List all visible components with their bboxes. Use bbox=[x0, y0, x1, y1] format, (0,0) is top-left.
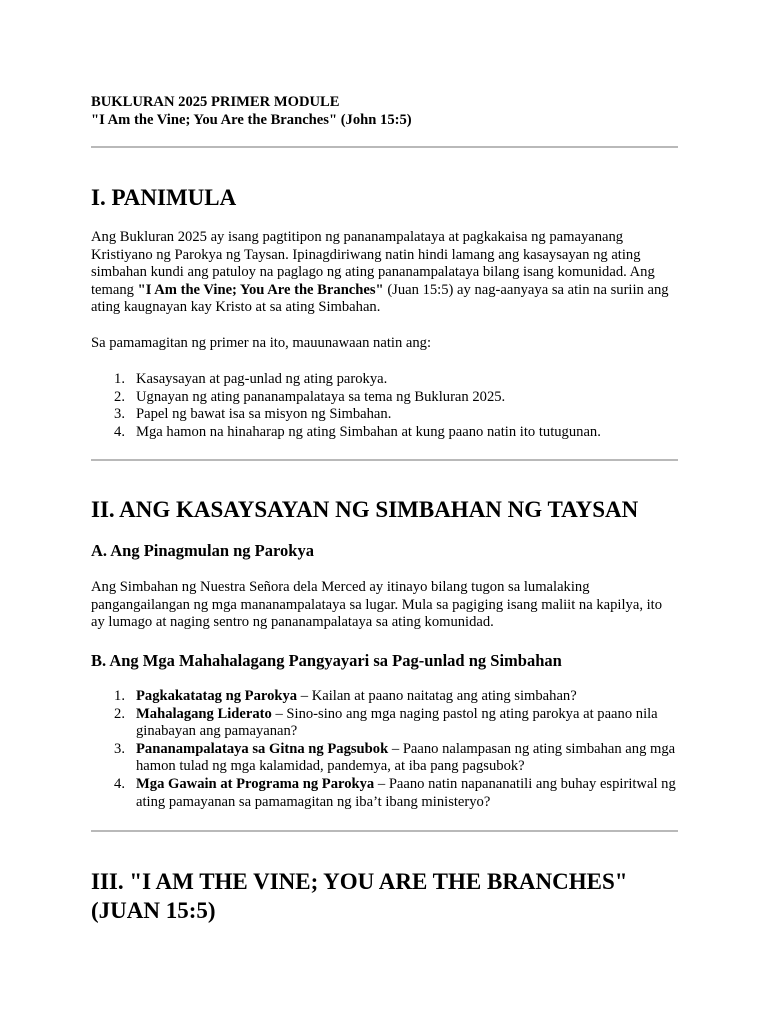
section-1-lead-paragraph: Sa pamamagitan ng primer na ito, mauunawaan natin ang: bbox=[91, 335, 432, 351]
section-3-heading: III. "I AM THE VINE; YOU ARE THE BRANCHES" (JUAN 15:5) bbox=[91, 869, 628, 923]
section-divider bbox=[91, 459, 678, 461]
list-item: 3. Papel ng bawat isa sa misyon ng Simbahan. bbox=[114, 406, 392, 423]
intro-text-part-1: Ang Bukluran 2025 ay isang pagtitipon ng pananampalataya at pagkakaisa ng pamayanang Kristiyano ng Parokya ng Taysan. Ipinagdiriwang natin hindi lamang ang kasaysayan ng ating simbahan kundi ang patuloy na paglago ng ating pananampalataya bilang isang komunidad. Ang temang bbox=[91, 229, 655, 298]
list-item: 4. Mga hamon na hinaharap ng ating Simbahan at kung paano natin ito tutugunan. bbox=[114, 423, 601, 440]
subsection-a-paragraph: Ang Simbahan ng Nuestra Señora dela Merced ay itinayo bilang tugon sa lumalaking pangangailangan ng mga mananampalataya sa lugar. Mula sa pagiging isang maliit na kapilya, ito ay lumago at naging sentro ng pananampalataya sa ating komunidad. bbox=[91, 579, 663, 631]
section-1-objectives-list bbox=[91, 371, 679, 441]
section-1-heading: I. PANIMULA bbox=[91, 185, 237, 210]
list-item: 1. Kasaysayan at pag-unlad ng ating parokya. bbox=[114, 371, 388, 387]
module-title: BUKLURAN 2025 PRIMER MODULE bbox=[91, 94, 340, 110]
list-item: 4. Mga Gawain at Programa ng Parokya – Paano natin napananatili ang buhay espiritwal ng ating pamayanan sa pamamagitan ng iba’t ibang ministeryo? bbox=[114, 775, 676, 810]
list-item: 3. Pananampalataya sa Gitna ng Pagsubok – Paano nalampasan ng ating simbahan ang mga hamon tulad ng mga kalamidad, pandemya, at iba pang pagsubok? bbox=[114, 740, 676, 775]
intro-text-part-2: (Juan 15:5) ay nag-aanyaya sa atin na suriin ang ating kaugnayan kay Kristo at sa ating Simbahan. bbox=[91, 281, 669, 316]
subsection-b-events-list bbox=[91, 688, 679, 811]
list-item: 2. Mahalagang Liderato – Sino-sino ang mga naging pastol ng ating parokya at paano nila ginabayan ang pamayanan? bbox=[114, 705, 658, 740]
section-2-heading: II. ANG KASAYSAYAN NG SIMBAHAN NG TAYSAN bbox=[91, 497, 639, 522]
subsection-b-heading: B. Ang Mga Mahahalagang Pangyayari sa Pag-unlad ng Simbahan bbox=[91, 651, 562, 670]
subsection-a-heading: A. Ang Pinagmulan ng Parokya bbox=[91, 541, 314, 560]
list-item: 1. Pagkakatatag ng Parokya – Kailan at paano naitatag ang ating simbahan? bbox=[114, 688, 577, 704]
list-item: 2. Ugnayan ng ating pananampalataya sa tema ng Bukluran 2025. bbox=[114, 388, 506, 405]
section-divider bbox=[91, 830, 678, 832]
section-1-intro-paragraph bbox=[91, 229, 679, 317]
module-subtitle: "I Am the Vine; You Are the Branches" (John 15:5) bbox=[91, 112, 412, 128]
section-divider bbox=[91, 146, 678, 148]
theme-quote: "I Am the Vine; You Are the Branches" bbox=[137, 281, 384, 298]
